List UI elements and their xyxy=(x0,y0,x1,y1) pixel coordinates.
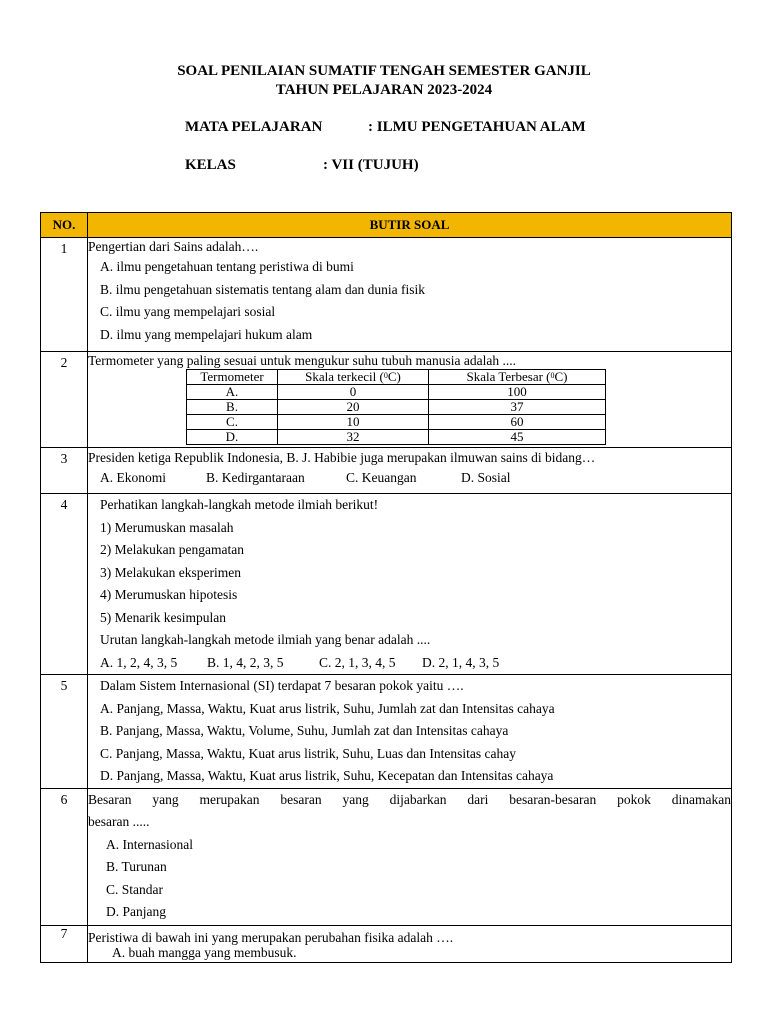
option-c: C. 2, 1, 3, 4, 5 xyxy=(319,654,396,670)
subtable-row: C. 10 60 xyxy=(187,415,606,430)
option-b: B. Turunan xyxy=(106,859,167,874)
option-a: A. buah mangga yang membusuk. xyxy=(112,944,297,960)
question-prompt: Urutan langkah-langkah metode ilmiah yang benar adalah .... xyxy=(100,632,431,647)
step-item: 2) Melakukan pengamatan xyxy=(100,542,244,557)
option-a: A. ilmu pengetahuan tentang peristiwa di bumi xyxy=(100,259,354,274)
column-header-question: BUTIR SOAL xyxy=(88,213,732,238)
option-d: D. 2, 1, 4, 3, 5 xyxy=(422,654,500,670)
step-item: 3) Melakukan eksperimen xyxy=(100,564,241,580)
option-d: D. Panjang, Massa, Waktu, Kuat arus listrik, Suhu, Kecepatan dan Intensitas cahaya xyxy=(100,768,554,783)
option-a: A. 1, 2, 4, 3, 5 xyxy=(100,654,178,670)
table-row xyxy=(41,494,732,675)
option-b: B. Panjang, Massa, Waktu, Volume, Suhu, Jumlah zat dan Intensitas cahaya xyxy=(100,723,509,738)
option-b: B. ilmu pengetahuan sistematis tentang alam dan dunia fisik xyxy=(100,281,426,297)
option-b: B. Kedirgantaraan xyxy=(206,470,305,485)
option-a: A. Ekonomi xyxy=(100,470,166,485)
option-c: C. Standar xyxy=(106,881,163,897)
question-table xyxy=(40,212,732,963)
question-text: Pengertian dari Sains adalah…. xyxy=(88,239,259,254)
subtable-header-max: Skala Terbesar ($^0$C) xyxy=(429,370,606,385)
subtable-row: A. 0 100 xyxy=(187,385,606,400)
subtable-header-min: Skala terkecil ($^0$C) xyxy=(278,370,429,385)
question-number: 2 xyxy=(41,352,88,448)
academic-year: TAHUN PELAJARAN 2023-2024 xyxy=(275,82,493,98)
subject-value: : ILMU PENGETAHUAN ALAM xyxy=(368,119,586,135)
question-number: 1 xyxy=(41,238,88,352)
table-row xyxy=(41,238,732,352)
option-b: B. 1, 4, 2, 3, 5 xyxy=(207,654,284,670)
question-number: 4 xyxy=(41,494,88,675)
subject-label: MATA PELAJARAN xyxy=(185,119,323,135)
subtable-row: D. 32 45 xyxy=(187,430,606,445)
option-d: D. Panjang xyxy=(106,904,166,919)
column-header-no: NO. xyxy=(41,213,88,238)
option-c: C. ilmu yang mempelajari sosial xyxy=(100,304,276,319)
question-text: Perhatikan langkah-langkah metode ilmiah berikut! xyxy=(100,497,379,512)
subtable-header-thermometer: Termometer xyxy=(187,370,278,385)
option-a: A. Internasional xyxy=(106,836,193,852)
table-row xyxy=(41,448,732,494)
question-number: 6 xyxy=(41,788,88,925)
table-header-row xyxy=(41,213,732,238)
step-item: 4) Merumuskan hipotesis xyxy=(100,587,238,602)
question-number: 5 xyxy=(41,675,88,789)
option-d: D. ilmu yang mempelajari hukum alam xyxy=(100,326,313,342)
step-item: 5) Menarik kesimpulan xyxy=(100,609,226,625)
document-title: SOAL PENILAIAN SUMATIF TENGAH SEMESTER GANJIL xyxy=(177,63,591,79)
question-number: 7 xyxy=(41,925,88,962)
option-d: D. Sosial xyxy=(461,470,511,485)
question-text: Dalam Sistem Internasional (SI) terdapat 7 besaran pokok yaitu …. xyxy=(100,678,464,693)
class-label: KELAS xyxy=(185,157,236,173)
question-text: Peristiwa di bawah ini yang merupakan perubahan fisika adalah …. xyxy=(88,929,454,945)
table-row xyxy=(41,788,732,925)
subtable-row: B. 20 37 xyxy=(187,400,606,415)
option-c: C. Keuangan xyxy=(346,470,417,485)
question-text: Termometer yang paling sesuai untuk mengukur suhu tubuh manusia adalah .... xyxy=(88,353,516,368)
question-number: 3 xyxy=(41,448,88,494)
options-row xyxy=(88,652,731,675)
question-text: Besaran yang merupakan besaran yang dijabarkan dari besaran-besaran pokok dinamakan xyxy=(88,791,731,807)
table-row xyxy=(41,352,732,448)
table-row xyxy=(41,675,732,789)
step-item: 1) Merumuskan masalah xyxy=(100,519,234,535)
question-text: Presiden ketiga Republik Indonesia, B. J. Habibie juga merupakan ilmuwan sains di bidang… xyxy=(88,450,596,465)
options-row xyxy=(88,467,731,490)
class-value: : VII (TUJUH) xyxy=(323,157,419,173)
option-a: A. Panjang, Massa, Waktu, Kuat arus listrik, Suhu, Jumlah zat dan Intensitas cahaya xyxy=(100,700,555,716)
thermometer-table xyxy=(186,369,606,445)
question-text-continued: besaran ..... xyxy=(88,814,150,829)
option-c: C. Panjang, Massa, Waktu, Kuat arus listrik, Suhu, Luas dan Intensitas cahay xyxy=(100,745,516,761)
table-row xyxy=(41,925,732,962)
